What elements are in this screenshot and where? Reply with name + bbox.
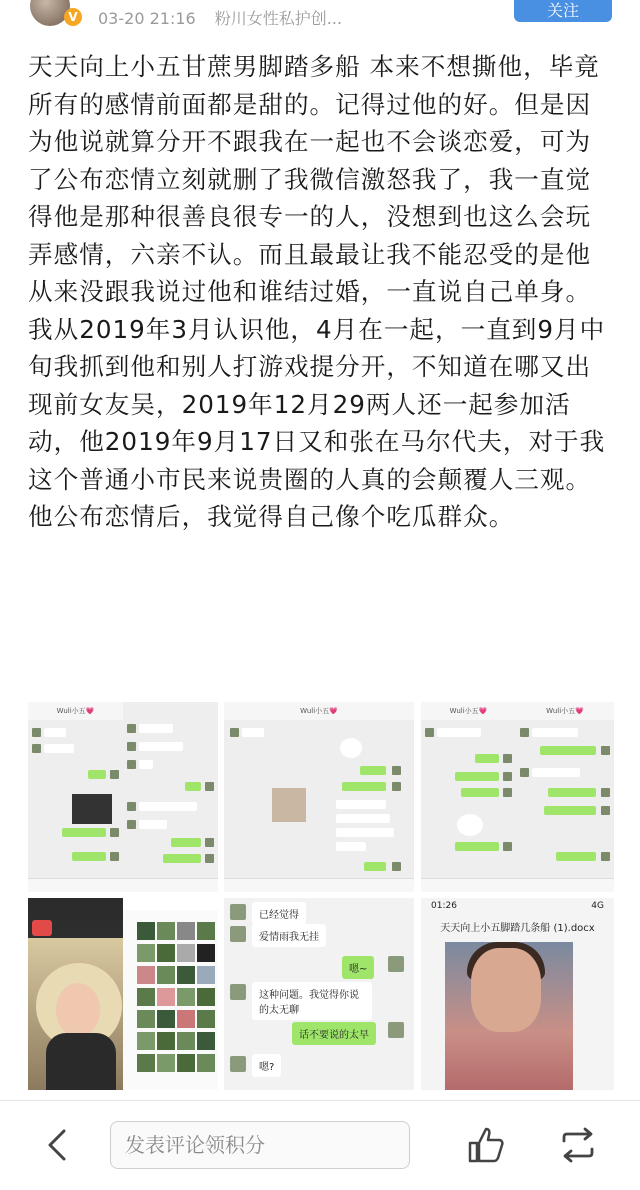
chat-bubble [540, 746, 596, 755]
shirt-shape [46, 1033, 116, 1090]
chat-input-bar [421, 878, 516, 892]
chat-bubble [242, 728, 264, 737]
chat-avatar [230, 1056, 246, 1072]
chat-bubble [475, 754, 499, 763]
chat-bubble [44, 728, 66, 737]
back-arrow-icon[interactable] [40, 1127, 76, 1163]
chat-avatar [127, 742, 136, 751]
chat-avatar [32, 744, 41, 753]
chat-screenshot-2[interactable] [123, 702, 218, 892]
post-header [0, 0, 640, 34]
photo-thumbnail [137, 966, 155, 984]
photo-thumbnail [137, 988, 155, 1006]
comment-input[interactable]: 发表评论领积分 [110, 1121, 410, 1169]
chat-input-bar [28, 878, 123, 892]
document-screenshot[interactable] [421, 898, 614, 1090]
photo-album-screenshot[interactable] [123, 898, 218, 1090]
photo-thumbnail [137, 1054, 155, 1072]
photo-thumbnail [197, 988, 215, 1006]
photo-thumbnail [177, 966, 195, 984]
chat-bubble [532, 768, 580, 777]
chat-avatar [388, 956, 404, 972]
chat-avatar [425, 728, 434, 737]
chat-message: 已经觉得 [252, 902, 306, 925]
chat-message: 这种问题。我觉得你说的太无聊 [252, 982, 372, 1020]
chat-bubble [163, 854, 201, 863]
chat-avatar [110, 770, 119, 779]
chat-bubble [437, 728, 481, 737]
follow-button[interactable]: 关注 [514, 0, 612, 22]
chat-bubble [139, 724, 173, 733]
chat-avatar [520, 768, 529, 777]
status-time: 01:26 [431, 901, 457, 911]
photo-thumbnail [197, 1032, 215, 1050]
chat-avatar [601, 852, 610, 861]
photo-thumbnail [157, 1054, 175, 1072]
post-body-text: 天天向上小五甘蔗男脚踏多船 本来不想撕他，毕竟所有的感情前面都是甜的。记得过他的好。但是因为他说就算分开不跟我在一起也不会谈恋爱，可为了公布恋情立刻就删了我微信激怒我了，我一直觉得他是那种很善良很专一的人，没想到也这么会玩弄感情，六亲不认。而且最最让我不能忍受的是他从来没跟我说过他和谁结过婚，一直说自己单身。我从2019年3月认识他，4月在一起，一直到9月中旬我抓到他和别人打游戏提分开，不知道在哪又出现前女友吴，2019年12月29两人还一起参加活动，他2019年9月17日又和张在马尔代夫，对于我这个普通小市民来说贵圈的人真的会颠覆人三观。他公布恋情后，我觉得自己像个吃瓜群众。 [28, 52, 606, 531]
chat-avatar [503, 772, 512, 781]
chat-bubble [556, 852, 596, 861]
livestream-screenshot[interactable] [28, 898, 123, 1090]
album-topbar [123, 898, 218, 910]
chat-bubble [88, 770, 106, 779]
chat-avatar [127, 802, 136, 811]
chat-avatar [110, 852, 119, 861]
photo-thumbnail [197, 1054, 215, 1072]
chat-screenshot-5[interactable] [516, 702, 614, 892]
photo-thumbnail [137, 1010, 155, 1028]
chat-avatar [127, 724, 136, 733]
chat-screenshot-6[interactable] [224, 898, 414, 1090]
chat-bubble [336, 842, 366, 851]
chat-bubble [336, 814, 390, 823]
photo-thumbnail [137, 944, 155, 962]
chat-bubble [360, 766, 386, 775]
chat-bubble [336, 828, 394, 837]
sticker-image [340, 738, 362, 758]
chat-bubble [364, 862, 386, 871]
bottom-action-bar [0, 1100, 640, 1190]
photo-thumbnail [197, 966, 215, 984]
chat-title: Wuli小五💗 [224, 702, 414, 720]
photo-thumbnail [197, 1010, 215, 1028]
chat-avatar [205, 782, 214, 791]
document-title: 天天向上小五脚踏几条船 (1).docx [440, 923, 595, 934]
photo-thumbnail [157, 944, 175, 962]
photo-thumbnail [197, 944, 215, 962]
chat-avatar [32, 728, 41, 737]
photo-thumbnail [177, 944, 195, 962]
post-source: 粉川女性私护创... [214, 9, 343, 28]
photo-thumbnail [177, 922, 195, 940]
phone-status-bar [421, 898, 614, 914]
chat-avatar [230, 904, 246, 920]
chat-bubble [548, 788, 596, 797]
chat-avatar [601, 788, 610, 797]
chat-image [272, 788, 306, 822]
post-meta [98, 6, 356, 29]
chat-message: 话不要说的太早 [292, 1022, 376, 1045]
chat-title: Wuli小五💗 [28, 702, 123, 720]
chat-bubble [455, 842, 499, 851]
chat-bubble [62, 828, 106, 837]
chat-avatar [520, 728, 529, 737]
chat-message: 爱情雨我无挂 [252, 924, 326, 947]
photo-thumbnail [137, 1032, 155, 1050]
chat-avatar [127, 760, 136, 769]
chat-avatar [392, 782, 401, 791]
chat-screenshot-1[interactable] [28, 702, 123, 892]
chat-bubble [44, 744, 74, 753]
chat-bubble [336, 800, 386, 809]
face-shape [471, 948, 541, 1032]
status-signal: 4G [591, 901, 604, 911]
chat-bubble [139, 802, 197, 811]
chat-avatar [388, 1022, 404, 1038]
chat-message: 嗯~ [342, 956, 374, 979]
chat-avatar [601, 806, 610, 815]
chat-avatar [127, 820, 136, 829]
photo-thumbnail [137, 922, 155, 940]
chat-title: Wuli小五💗 [516, 702, 614, 720]
photo-thumbnail [177, 1054, 195, 1072]
chat-bubble [72, 852, 106, 861]
chat-bubble [139, 742, 183, 751]
photo-thumbnail [157, 1032, 175, 1050]
verified-badge-icon: V [64, 8, 82, 26]
chat-bubble [171, 838, 201, 847]
post-timestamp: 03-20 21:16 [98, 9, 196, 28]
chat-bubble [185, 782, 201, 791]
chat-avatar [230, 984, 246, 1000]
chat-bubble [342, 782, 386, 791]
chat-avatar [205, 854, 214, 863]
gift-icon [32, 920, 52, 936]
like-thumb-icon[interactable] [466, 1125, 506, 1165]
photo-thumbnail [157, 922, 175, 940]
photo-thumbnail [177, 988, 195, 1006]
chat-avatar [205, 838, 214, 847]
chat-avatar [601, 746, 610, 755]
face-shape [56, 983, 100, 1037]
chat-bubble [455, 772, 499, 781]
photo-thumbnail [157, 988, 175, 1006]
chat-avatar [110, 828, 119, 837]
repost-icon[interactable] [558, 1125, 598, 1165]
chat-input-bar [516, 878, 614, 892]
photo-thumbnail [177, 1032, 195, 1050]
chat-image [72, 794, 112, 824]
chat-bubble [544, 806, 596, 815]
chat-bubble [461, 788, 499, 797]
chat-avatar [503, 788, 512, 797]
chat-avatar [392, 766, 401, 775]
chat-avatar [230, 728, 239, 737]
photo-thumbnail [157, 966, 175, 984]
chat-input-bar [123, 878, 218, 892]
chat-bubble [139, 760, 153, 769]
chat-title: Wuli小五💗 [421, 702, 516, 720]
chat-bubble [532, 728, 578, 737]
chat-avatar [230, 926, 246, 942]
chat-avatar [503, 754, 512, 763]
chat-input-bar [224, 878, 414, 892]
chat-avatar [503, 842, 512, 851]
photo-thumbnail [157, 1010, 175, 1028]
chat-avatar [392, 862, 401, 871]
photo-thumbnail [177, 1010, 195, 1028]
chat-message: 嗯? [252, 1054, 281, 1077]
chat-bubble [139, 820, 167, 829]
photo-thumbnail [197, 922, 215, 940]
chat-screenshot-4[interactable] [421, 702, 516, 892]
sticker-image [457, 814, 483, 836]
chat-screenshot-3[interactable] [224, 702, 414, 892]
